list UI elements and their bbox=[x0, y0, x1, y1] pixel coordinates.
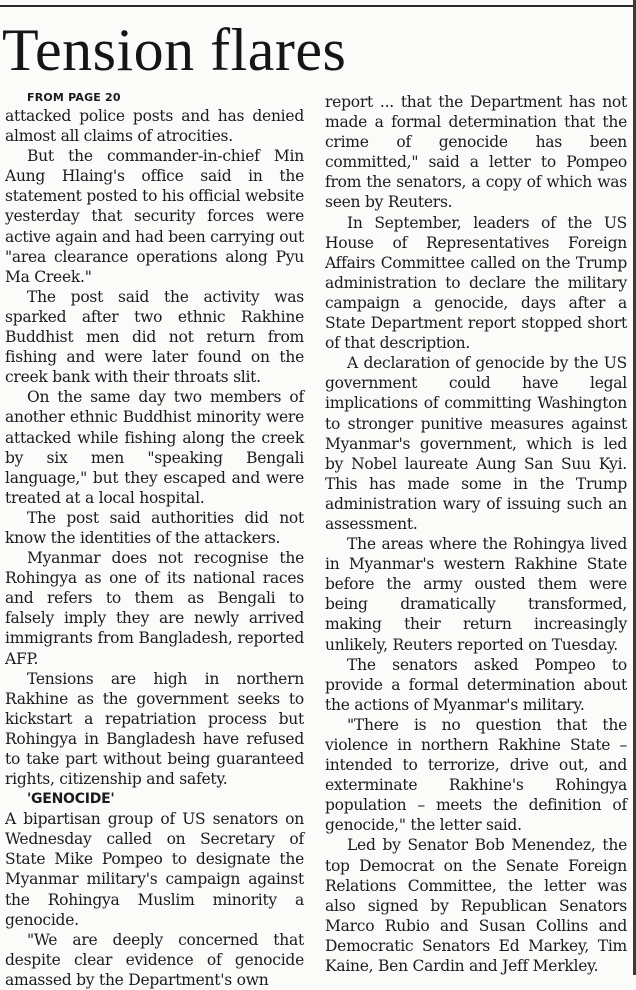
paragraph: "There is no question that the violence in northern Rakhine State – intended to terrorize, drive out, and exterminate Rakhine's Rohingya population – meets the definition of genocide," the letter said. bbox=[325, 715, 627, 835]
paragraph: A bipartisan group of US senators on Wednesday called on Secretary of State Mike Pompeo to designate the Myanmar military's campaign against the Rohingya Muslim minority a genocide. bbox=[5, 810, 304, 929]
paragraph: A declaration of genocide by the US government could have legal implications of committing Washington to stronger punitive measures against Myanmar's government, which is led by Nobel laureate Aung San Suu Kyi. This has made some in the Trump administration wary of issuing such an assessment. bbox=[325, 354, 627, 533]
paragraph: The senators asked Pompeo to provide a formal determination about the actions of Myanmar's military. bbox=[325, 655, 627, 714]
article-column-right bbox=[325, 92, 627, 976]
continued-from-kicker: FROM PAGE 20 bbox=[27, 91, 121, 104]
headline: Tension flares bbox=[2, 17, 347, 83]
paragraph: The post said the activity was sparked after two ethnic Rakhine Buddhist men did not return from fishing and were later found on the creek bank with their throats slit. bbox=[5, 287, 304, 387]
paragraph: The post said authorities did not know the identities of the attackers. bbox=[5, 508, 304, 547]
top-rule bbox=[0, 5, 636, 7]
article-column-left bbox=[5, 90, 304, 989]
paragraph: The areas where the Rohingya lived in Myanmar's western Rakhine State before the army ousted them were being dramatically transformed, making their return increasingly unlikely, Reuters reported on Tuesday. bbox=[325, 535, 627, 654]
paragraph: "We are deeply concerned that despite clear evidence of genocide amassed by the Department's own bbox=[5, 930, 304, 989]
paragraph: Tensions are high in northern Rakhine as the government seeks to kickstart a repatriation process but Rohingya in Bangladesh have refused to take part without being guaranteed rights, citizenship and safety. bbox=[5, 669, 304, 789]
subhead-genocide: 'GENOCIDE' bbox=[27, 791, 115, 808]
paragraph: But the commander-in-chief Min Aung Hlaing's office said in the statement posted to his official website yesterday that security forces were active again and had been carrying out "area clearance operations along Pyu Ma Creek." bbox=[5, 147, 304, 286]
paragraph: attacked police posts and has denied almost all claims of atrocities. bbox=[5, 107, 304, 146]
paragraph: On the same day two members of another ethnic Buddhist minority were attacked while fishing along the creek by six men "speaking Bengali language," but they escaped and were treated at a local hospital. bbox=[5, 388, 304, 507]
paragraph: Led by Senator Bob Menendez, the top Democrat on the Senate Foreign Relations Committee, the letter was also signed by Republican Senators Marco Rubio and Susan Collins and Democratic Senators Ed Markey, Tim Kaine, Ben Cardin and Jeff Merkley. bbox=[325, 836, 627, 976]
paragraph: In September, leaders of the US House of Representatives Foreign Affairs Committee called on the Trump administration to declare the military campaign a genocide, days after a State Department report stopped short of that description. bbox=[325, 213, 627, 353]
paragraph: Myanmar does not recognise the Rohingya as one of its national races and refers to them as Bengali to falsely imply they are newly arrived immigrants from Bangladesh, reported AFP. bbox=[5, 549, 304, 668]
paragraph: report ... that the Department has not made a formal determination that the crime of genocide has been committed," said a letter to Pompeo from the senators, a copy of which was seen by Reuters. bbox=[325, 93, 627, 212]
